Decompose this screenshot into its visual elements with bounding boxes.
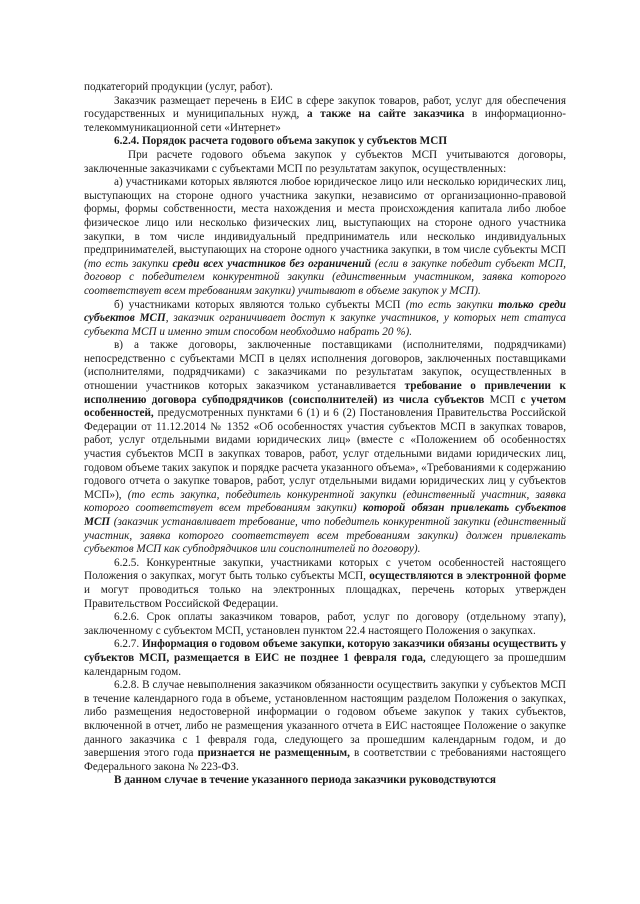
paragraph-calculation: При расчете годового объема закупок у субъектов МСП учитываются договоры, заключенные заказчиками с субъектами МСП по результатам закупок, осуществленных: [84, 148, 566, 175]
paragraph-6-2-7: 6.2.7. Информация о годовом объеме закупки, которую заказчики обязаны осуществить у субъектов МСП, размещается в ЕИС не позднее 1 февраля года, следующего за прошедшим календарным годом. [84, 638, 567, 678]
document-body [84, 81, 566, 788]
paragraph-final: В данном случае в течение указанного периода заказчики руководствуются [114, 774, 496, 787]
paragraph-6-2-8: 6.2.8. В случае невыполнения заказчиком обязанности осуществить закупки у субъектов МСП в течение календарного года в объеме, установленном настоящим разделом Положения о закупках, либо размещения недостоверной информации о годовом объеме закупок у таких субъектов, включенной в отчет, либо не размещения указанного отчета в ЕИС настоящее Положение о закупке данного заказчика с 1 февраля года, следующего за прошедшим календарным годом, и до завершения этого года признается не размещенным, в соответствии с требованиями настоящего Федерального закона № 223-ФЗ. [84, 679, 567, 773]
paragraph-6-2-5: 6.2.5. Конкурентные закупки, участниками которых с учетом особенностей настоящего Положения о закупках, могут быть только субъекты МСП, осуществляются в электронной форме и могут проводиться только на электронных площадках, перечень которых утвержден Правительством Российской Федерации. [84, 556, 566, 610]
paragraph-publication: Заказчик размещает перечень в ЕИС в сфере закупок товаров, работ, услуг для обеспечения государственных и муниципальных нужд, а также на сайте заказчика в информационно-телекоммуникационной сети «Интернет» [84, 94, 566, 134]
item-a: а) участниками которых являются любое юридическое лицо или несколько юридических лиц, выступающих на стороне одного участника закупки, независимо от организационно-правовой формы, формы собственности, места нахождения и места происхождения капитала либо любое физическое лицо или несколько физических лиц, выступающих на стороне одного участника закупки, в том числе индивидуальный предприниматель или несколько индивидуальных предпринимателей, выступающих на стороне одного участника закупки, в том числе субъекты МСП (то есть закупки среди всех участников без ограничений (если в закупке победит субъект МСП, договор с победителем конкурентной закупки (единственным участником, заявка которого соответствует всем требованиям закупки) учитывают в объеме закупок у МСП). [84, 176, 566, 297]
paragraph-intro: подкатегорий продукции (услуг, работ). [84, 81, 273, 93]
item-v: в) а также договоры, заключенные поставщиками (исполнителями, подрядчиками) непосредственно с субъектами МСП в целях исполнения договоров, заключенных поставщиками (исполнителями, подрядчиками) с заказчиками по результатам закупок, осуществленных в отношении участников которых заказчиком устанавливается требование о привлечении к исполнению договора субподрядчиков (соисполнителей) из числа субъектов МСП с учетом особенностей, предусмотренных пунктами 6 (1) и 6 (2) Постановления Правительства Российской Федерации от 11.12.2014 № 1352 «Об особенностях участия субъектов МСП в закупках товаров, работ, услуг отдельными видами юридических лиц» (вместе с «Положением об особенностях участия субъектов МСП в закупках товаров, работ, услуг отдельными видами юридических лиц, годовом объеме таких закупок и порядке расчета указанного объема», «Требованиями к содержанию годового отчета о закупке товаров, работ, услуг отдельными видами юридических лиц у субъектов МСП»), (то есть закупка, победитель конкурентной закупки (единственный участник, заявка которого соответствует всем требованиям закупки) которой обязан привлекать субъектов МСП (заказчик устанавливает требование, что победитель конкурентной закупки (единственный участник, заявка которого соответствует всем требованиям закупки) должен привлекать субъектов МСП как субподрядчиков или соисполнителей по договору). [84, 339, 567, 556]
item-b: б) участниками которых являются только субъекты МСП (то есть закупки только среди субъектов МСП, заказчик ограничивает доступ к закупке участников, у которых нет статуса субъекта МСП и именно этим способом необходимо набрать 20 %). [84, 298, 566, 338]
paragraph-6-2-6: 6.2.6. Срок оплаты заказчиком товаров, работ, услуг по договору (отдельному этапу), заключенному с субъектом МСП, установлен пунктом 22.4 настоящего Положения о закупках. [84, 611, 566, 637]
section-heading: 6.2.4. Порядок расчета годового объема закупок у субъектов МСП [114, 135, 448, 148]
